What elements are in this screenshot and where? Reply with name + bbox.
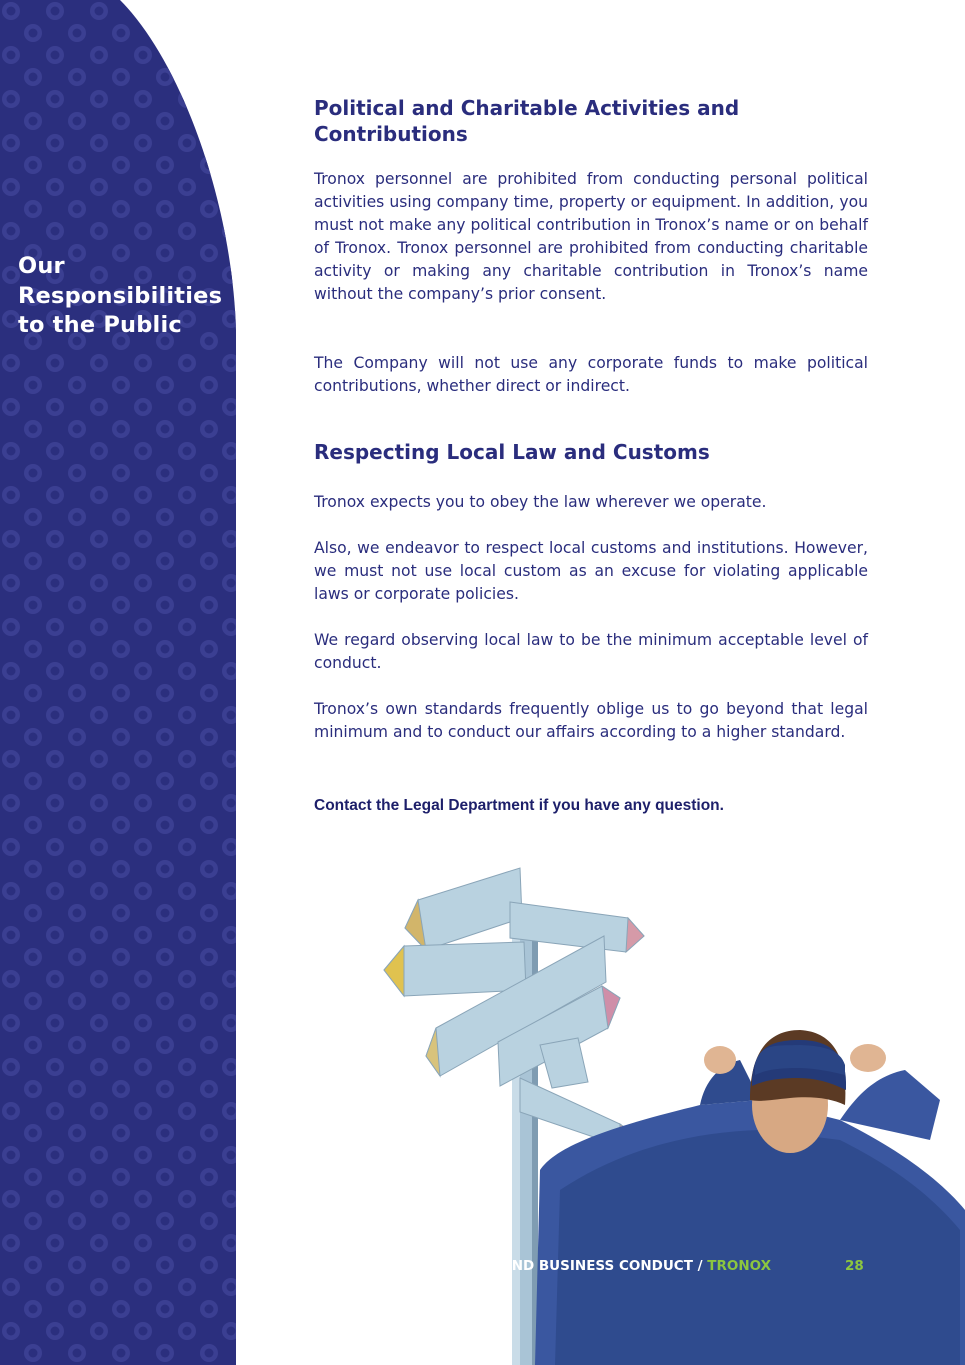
political-heading-line: Political and Charitable Activities and <box>314 96 740 120</box>
page-number: 28 <box>845 1258 864 1274</box>
footer-brand: TRONOX <box>707 1258 772 1274</box>
section-title <box>18 252 233 341</box>
local-law-paragraph: Tronox’s own standards frequently oblige us to go beyond that legal minimum and to conduct our affairs according to a higher standard. <box>314 700 868 741</box>
section-title-line: Our <box>18 253 65 279</box>
person-figure <box>535 1030 965 1365</box>
section-title-line: Responsibilities <box>18 282 223 309</box>
signpost-illustration <box>0 850 965 1365</box>
political-paragraph: Tronox personnel are prohibited from conducting personal political activities using company time, property or equipment. In addition, you must not make any political contribution in Tronox’s name or on behalf of Tronox. Tronox personnel are prohibited from conducting charitable activity or making any charitable contribution in Tronox’s name without the company’s prior consent. <box>314 170 868 303</box>
local-law-paragraph: Also, we endeavor to respect local customs and institutions. However, we must not use local custom as an excuse for violating applicable laws or corporate policies. <box>314 539 868 603</box>
section-title-line: to the Public <box>18 312 182 338</box>
political-heading <box>314 95 868 147</box>
local-law-heading: Respecting Local Law and Customs <box>314 440 710 464</box>
page-footer <box>370 1258 870 1274</box>
political-heading-line: Contributions <box>314 122 468 146</box>
local-law-paragraph: Tronox expects you to obey the law wherever we operate. <box>314 493 767 511</box>
footer-doc-title: CODE OF ETHICS AND BUSINESS CONDUCT / <box>370 1258 708 1274</box>
contact-note: Contact the Legal Department if you have any question. <box>314 797 724 814</box>
local-law-paragraph: We regard observing local law to be the minimum acceptable level of conduct. <box>314 631 868 672</box>
political-paragraph: The Company will not use any corporate funds to make political contributions, whether direct or indirect. <box>314 354 868 395</box>
